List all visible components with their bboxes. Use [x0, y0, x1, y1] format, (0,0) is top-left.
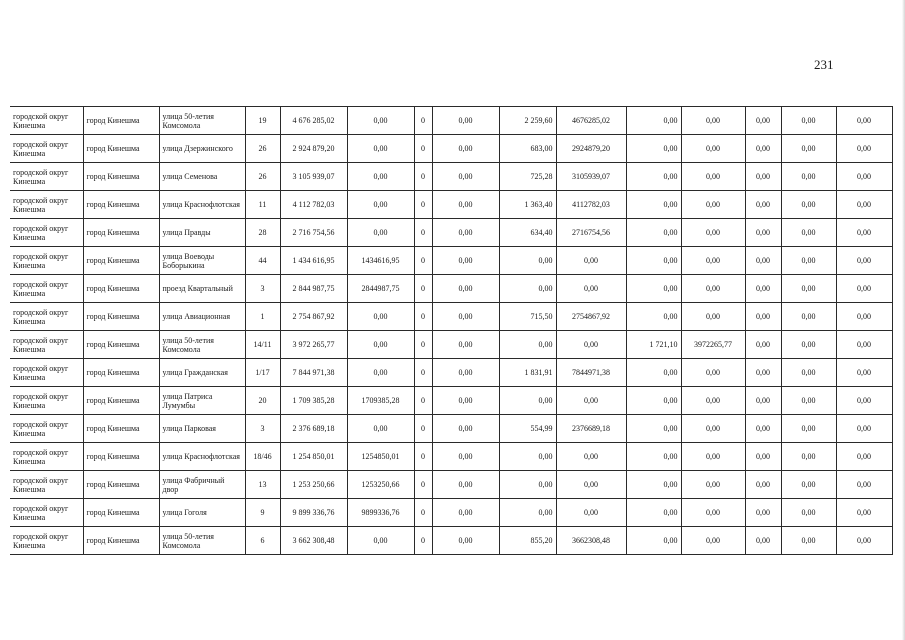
cell-street: улица Авиационная: [159, 303, 245, 331]
cell-total-cost: 7 844 971,38: [280, 359, 347, 387]
cell-amount-4: 0,00: [432, 443, 499, 471]
table-row: [10, 499, 892, 527]
cell-amount-8: 0,00: [681, 191, 745, 219]
cell-amount-11: 0,00: [836, 499, 892, 527]
cell-amount-10: 0,00: [781, 471, 836, 499]
cell-amount-8: 0,00: [681, 303, 745, 331]
cell-amount-10: 0,00: [781, 415, 836, 443]
cell-total-cost: 2 754 867,92: [280, 303, 347, 331]
page-number: 231: [814, 57, 834, 72]
cell-amount-5: 725,28: [499, 163, 556, 191]
cell-house-number: 14/11: [245, 331, 280, 359]
cell-street: улица 50-летия Комсомола: [159, 331, 245, 359]
cell-house-number: 1: [245, 303, 280, 331]
cell-amount-7: 0,00: [626, 163, 681, 191]
cell-amount-5: 715,50: [499, 303, 556, 331]
cell-district: городской округ Кинешма: [10, 471, 83, 499]
cell-amount-9: 0,00: [745, 219, 781, 247]
cell-district: городской округ Кинешма: [10, 107, 83, 135]
cell-amount-3: 0: [414, 443, 432, 471]
cell-amount-5: 0,00: [499, 275, 556, 303]
cell-amount-9: 0,00: [745, 471, 781, 499]
cell-amount-4: 0,00: [432, 303, 499, 331]
cell-street: улица Фабричный двор: [159, 471, 245, 499]
cell-street: проезд Квартальный: [159, 275, 245, 303]
cell-amount-8: 0,00: [681, 219, 745, 247]
cell-amount-6: 4676285,02: [556, 107, 626, 135]
cell-amount-7: 0,00: [626, 359, 681, 387]
cell-house-number: 11: [245, 191, 280, 219]
cell-amount-10: 0,00: [781, 191, 836, 219]
cell-street: улица Парковая: [159, 415, 245, 443]
cell-amount-6: 2754867,92: [556, 303, 626, 331]
cell-amount-5: 0,00: [499, 471, 556, 499]
cell-amount-8: 0,00: [681, 415, 745, 443]
cell-amount-2: 1709385,28: [347, 387, 414, 415]
cell-house-number: 44: [245, 247, 280, 275]
cell-total-cost: 3 662 308,48: [280, 527, 347, 555]
cell-amount-4: 0,00: [432, 107, 499, 135]
cell-amount-4: 0,00: [432, 135, 499, 163]
cell-city: город Кинешма: [83, 303, 159, 331]
cell-amount-7: 0,00: [626, 191, 681, 219]
cell-amount-7: 0,00: [626, 499, 681, 527]
cell-district: городской округ Кинешма: [10, 415, 83, 443]
cell-amount-6: 0,00: [556, 247, 626, 275]
cell-amount-10: 0,00: [781, 275, 836, 303]
table-row: [10, 387, 892, 415]
cell-district: городской округ Кинешма: [10, 443, 83, 471]
cell-amount-9: 0,00: [745, 107, 781, 135]
cell-amount-9: 0,00: [745, 163, 781, 191]
cell-amount-6: 7844971,38: [556, 359, 626, 387]
cell-house-number: 26: [245, 163, 280, 191]
cell-amount-3: 0: [414, 499, 432, 527]
cell-district: городской округ Кинешма: [10, 527, 83, 555]
table-row: [10, 135, 892, 163]
cell-amount-8: 0,00: [681, 107, 745, 135]
cell-district: городской округ Кинешма: [10, 331, 83, 359]
cell-house-number: 3: [245, 415, 280, 443]
cell-total-cost: 9 899 336,76: [280, 499, 347, 527]
cell-city: город Кинешма: [83, 359, 159, 387]
cell-street: улица Дзержинского: [159, 135, 245, 163]
cell-street: улица Правды: [159, 219, 245, 247]
cell-amount-2: 1254850,01: [347, 443, 414, 471]
cell-amount-11: 0,00: [836, 471, 892, 499]
cell-city: город Кинешма: [83, 163, 159, 191]
cell-district: городской округ Кинешма: [10, 191, 83, 219]
cell-amount-6: 2376689,18: [556, 415, 626, 443]
cell-amount-3: 0: [414, 275, 432, 303]
cell-amount-9: 0,00: [745, 247, 781, 275]
cell-amount-11: 0,00: [836, 219, 892, 247]
cell-amount-6: 2716754,56: [556, 219, 626, 247]
cell-amount-5: 0,00: [499, 247, 556, 275]
cell-city: город Кинешма: [83, 499, 159, 527]
cell-amount-3: 0: [414, 331, 432, 359]
cell-amount-3: 0: [414, 191, 432, 219]
cell-amount-10: 0,00: [781, 247, 836, 275]
cell-total-cost: 1 254 850,01: [280, 443, 347, 471]
cell-district: городской округ Кинешма: [10, 247, 83, 275]
cell-amount-5: 0,00: [499, 443, 556, 471]
cell-amount-4: 0,00: [432, 163, 499, 191]
cell-amount-8: 0,00: [681, 163, 745, 191]
cell-amount-7: 0,00: [626, 415, 681, 443]
cell-house-number: 18/46: [245, 443, 280, 471]
cell-street: улица Краснофлотская: [159, 443, 245, 471]
cell-amount-2: 0,00: [347, 415, 414, 443]
cell-street: улица Краснофлотская: [159, 191, 245, 219]
cell-house-number: 9: [245, 499, 280, 527]
cell-amount-10: 0,00: [781, 359, 836, 387]
cell-amount-7: 0,00: [626, 387, 681, 415]
cell-amount-5: 0,00: [499, 499, 556, 527]
cell-amount-5: 1 363,40: [499, 191, 556, 219]
cell-house-number: 1/17: [245, 359, 280, 387]
cell-amount-2: 0,00: [347, 331, 414, 359]
cell-amount-8: 0,00: [681, 443, 745, 471]
table-row: [10, 471, 892, 499]
cell-amount-2: 0,00: [347, 107, 414, 135]
cell-amount-5: 1 831,91: [499, 359, 556, 387]
cell-amount-8: 0,00: [681, 471, 745, 499]
cell-city: город Кинешма: [83, 471, 159, 499]
cell-amount-11: 0,00: [836, 359, 892, 387]
table-body: [10, 107, 892, 555]
cell-city: город Кинешма: [83, 387, 159, 415]
cell-amount-11: 0,00: [836, 443, 892, 471]
cell-house-number: 6: [245, 527, 280, 555]
cell-amount-9: 0,00: [745, 303, 781, 331]
cell-street: улица 50-летия Комсомола: [159, 527, 245, 555]
cell-amount-6: 0,00: [556, 387, 626, 415]
cell-amount-2: 1253250,66: [347, 471, 414, 499]
cell-amount-6: 0,00: [556, 443, 626, 471]
cell-amount-2: 0,00: [347, 163, 414, 191]
cell-street: улица Гоголя: [159, 499, 245, 527]
cell-house-number: 13: [245, 471, 280, 499]
cell-amount-9: 0,00: [745, 527, 781, 555]
cell-amount-11: 0,00: [836, 387, 892, 415]
cell-street: улица Патриса Лумумбы: [159, 387, 245, 415]
cell-amount-9: 0,00: [745, 275, 781, 303]
cell-city: город Кинешма: [83, 527, 159, 555]
cell-amount-5: 2 259,60: [499, 107, 556, 135]
cell-amount-9: 0,00: [745, 191, 781, 219]
cell-amount-11: 0,00: [836, 415, 892, 443]
cell-amount-10: 0,00: [781, 303, 836, 331]
cell-total-cost: 1 434 616,95: [280, 247, 347, 275]
cell-amount-9: 0,00: [745, 387, 781, 415]
cell-total-cost: 2 376 689,18: [280, 415, 347, 443]
cell-amount-10: 0,00: [781, 527, 836, 555]
cell-city: город Кинешма: [83, 107, 159, 135]
cell-amount-4: 0,00: [432, 275, 499, 303]
table-row: [10, 107, 892, 135]
cell-amount-7: 0,00: [626, 275, 681, 303]
cell-amount-2: 0,00: [347, 303, 414, 331]
cell-amount-2: 0,00: [347, 135, 414, 163]
cell-total-cost: 3 972 265,77: [280, 331, 347, 359]
cell-amount-10: 0,00: [781, 387, 836, 415]
table-row: [10, 359, 892, 387]
cell-amount-7: 0,00: [626, 303, 681, 331]
cell-amount-10: 0,00: [781, 331, 836, 359]
cell-amount-8: 0,00: [681, 247, 745, 275]
cell-amount-6: 4112782,03: [556, 191, 626, 219]
cell-total-cost: 1 253 250,66: [280, 471, 347, 499]
cell-city: город Кинешма: [83, 135, 159, 163]
cell-amount-9: 0,00: [745, 359, 781, 387]
cell-amount-10: 0,00: [781, 107, 836, 135]
cell-amount-9: 0,00: [745, 443, 781, 471]
cell-amount-10: 0,00: [781, 163, 836, 191]
cell-district: городской округ Кинешма: [10, 135, 83, 163]
cell-amount-7: 0,00: [626, 471, 681, 499]
cell-amount-6: 0,00: [556, 331, 626, 359]
cell-amount-6: 0,00: [556, 471, 626, 499]
table-row: [10, 331, 892, 359]
cell-amount-2: 9899336,76: [347, 499, 414, 527]
cell-house-number: 28: [245, 219, 280, 247]
cell-house-number: 3: [245, 275, 280, 303]
cell-amount-4: 0,00: [432, 415, 499, 443]
cell-total-cost: 4 676 285,02: [280, 107, 347, 135]
cell-amount-8: 3972265,77: [681, 331, 745, 359]
cell-amount-7: 0,00: [626, 107, 681, 135]
cell-amount-11: 0,00: [836, 331, 892, 359]
cell-street: улица Гражданская: [159, 359, 245, 387]
cell-amount-7: 1 721,10: [626, 331, 681, 359]
cell-amount-10: 0,00: [781, 135, 836, 163]
cell-total-cost: 2 924 879,20: [280, 135, 347, 163]
cell-amount-5: 0,00: [499, 387, 556, 415]
table-row: [10, 219, 892, 247]
cell-amount-5: 634,40: [499, 219, 556, 247]
table-row: [10, 527, 892, 555]
cell-amount-2: 0,00: [347, 191, 414, 219]
cell-amount-5: 554,99: [499, 415, 556, 443]
cell-city: город Кинешма: [83, 219, 159, 247]
cell-district: городской округ Кинешма: [10, 303, 83, 331]
cell-amount-4: 0,00: [432, 331, 499, 359]
cell-amount-2: 1434616,95: [347, 247, 414, 275]
table-row: [10, 163, 892, 191]
cell-amount-6: 2924879,20: [556, 135, 626, 163]
cell-amount-3: 0: [414, 471, 432, 499]
table-row: [10, 191, 892, 219]
cell-amount-4: 0,00: [432, 387, 499, 415]
cell-amount-9: 0,00: [745, 499, 781, 527]
cell-amount-11: 0,00: [836, 247, 892, 275]
cell-amount-4: 0,00: [432, 527, 499, 555]
cell-city: город Кинешма: [83, 331, 159, 359]
cell-amount-11: 0,00: [836, 275, 892, 303]
cell-total-cost: 2 716 754,56: [280, 219, 347, 247]
cell-amount-3: 0: [414, 387, 432, 415]
cell-amount-6: 0,00: [556, 275, 626, 303]
cell-amount-3: 0: [414, 303, 432, 331]
cell-amount-6: 0,00: [556, 499, 626, 527]
cell-amount-11: 0,00: [836, 135, 892, 163]
cell-city: город Кинешма: [83, 247, 159, 275]
cell-amount-7: 0,00: [626, 247, 681, 275]
cell-city: город Кинешма: [83, 275, 159, 303]
cell-street: улица Воеводы Боборыкина: [159, 247, 245, 275]
table-row: [10, 443, 892, 471]
cell-total-cost: 4 112 782,03: [280, 191, 347, 219]
cell-amount-11: 0,00: [836, 303, 892, 331]
cell-amount-3: 0: [414, 359, 432, 387]
cell-amount-9: 0,00: [745, 415, 781, 443]
cell-district: городской округ Кинешма: [10, 163, 83, 191]
cell-amount-11: 0,00: [836, 527, 892, 555]
cell-amount-4: 0,00: [432, 191, 499, 219]
cell-amount-8: 0,00: [681, 275, 745, 303]
cell-amount-2: 0,00: [347, 359, 414, 387]
cell-amount-7: 0,00: [626, 443, 681, 471]
cell-amount-2: 2844987,75: [347, 275, 414, 303]
cell-amount-3: 0: [414, 247, 432, 275]
cell-amount-8: 0,00: [681, 359, 745, 387]
cell-amount-4: 0,00: [432, 471, 499, 499]
cell-amount-3: 0: [414, 135, 432, 163]
cell-amount-11: 0,00: [836, 163, 892, 191]
cell-house-number: 19: [245, 107, 280, 135]
cell-district: городской округ Кинешма: [10, 275, 83, 303]
cell-district: городской округ Кинешма: [10, 359, 83, 387]
cell-amount-3: 0: [414, 107, 432, 135]
cell-city: город Кинешма: [83, 443, 159, 471]
cell-amount-5: 855,20: [499, 527, 556, 555]
cell-total-cost: 1 709 385,28: [280, 387, 347, 415]
cell-total-cost: 3 105 939,07: [280, 163, 347, 191]
cell-amount-2: 0,00: [347, 527, 414, 555]
cell-amount-5: 683,00: [499, 135, 556, 163]
housing-registry-table: [10, 106, 893, 555]
cell-amount-4: 0,00: [432, 359, 499, 387]
cell-amount-3: 0: [414, 527, 432, 555]
cell-amount-7: 0,00: [626, 219, 681, 247]
cell-amount-7: 0,00: [626, 135, 681, 163]
cell-amount-3: 0: [414, 415, 432, 443]
cell-amount-4: 0,00: [432, 499, 499, 527]
cell-district: городской округ Кинешма: [10, 499, 83, 527]
cell-amount-8: 0,00: [681, 135, 745, 163]
cell-district: городской округ Кинешма: [10, 387, 83, 415]
cell-street: улица Семенова: [159, 163, 245, 191]
cell-house-number: 26: [245, 135, 280, 163]
cell-amount-6: 3662308,48: [556, 527, 626, 555]
table-row: [10, 303, 892, 331]
cell-amount-2: 0,00: [347, 219, 414, 247]
cell-street: улица 50-летия Комсомола: [159, 107, 245, 135]
cell-amount-11: 0,00: [836, 107, 892, 135]
cell-amount-3: 0: [414, 163, 432, 191]
table-row: [10, 275, 892, 303]
cell-amount-3: 0: [414, 219, 432, 247]
cell-amount-10: 0,00: [781, 443, 836, 471]
cell-amount-9: 0,00: [745, 331, 781, 359]
cell-amount-9: 0,00: [745, 135, 781, 163]
cell-amount-11: 0,00: [836, 191, 892, 219]
cell-amount-4: 0,00: [432, 219, 499, 247]
table-row: [10, 415, 892, 443]
cell-amount-8: 0,00: [681, 499, 745, 527]
table-row: [10, 247, 892, 275]
cell-amount-10: 0,00: [781, 499, 836, 527]
cell-amount-8: 0,00: [681, 527, 745, 555]
cell-city: город Кинешма: [83, 415, 159, 443]
cell-house-number: 20: [245, 387, 280, 415]
cell-city: город Кинешма: [83, 191, 159, 219]
cell-amount-8: 0,00: [681, 387, 745, 415]
cell-amount-6: 3105939,07: [556, 163, 626, 191]
cell-district: городской округ Кинешма: [10, 219, 83, 247]
cell-amount-4: 0,00: [432, 247, 499, 275]
cell-amount-10: 0,00: [781, 219, 836, 247]
cell-total-cost: 2 844 987,75: [280, 275, 347, 303]
cell-amount-7: 0,00: [626, 527, 681, 555]
cell-amount-5: 0,00: [499, 331, 556, 359]
